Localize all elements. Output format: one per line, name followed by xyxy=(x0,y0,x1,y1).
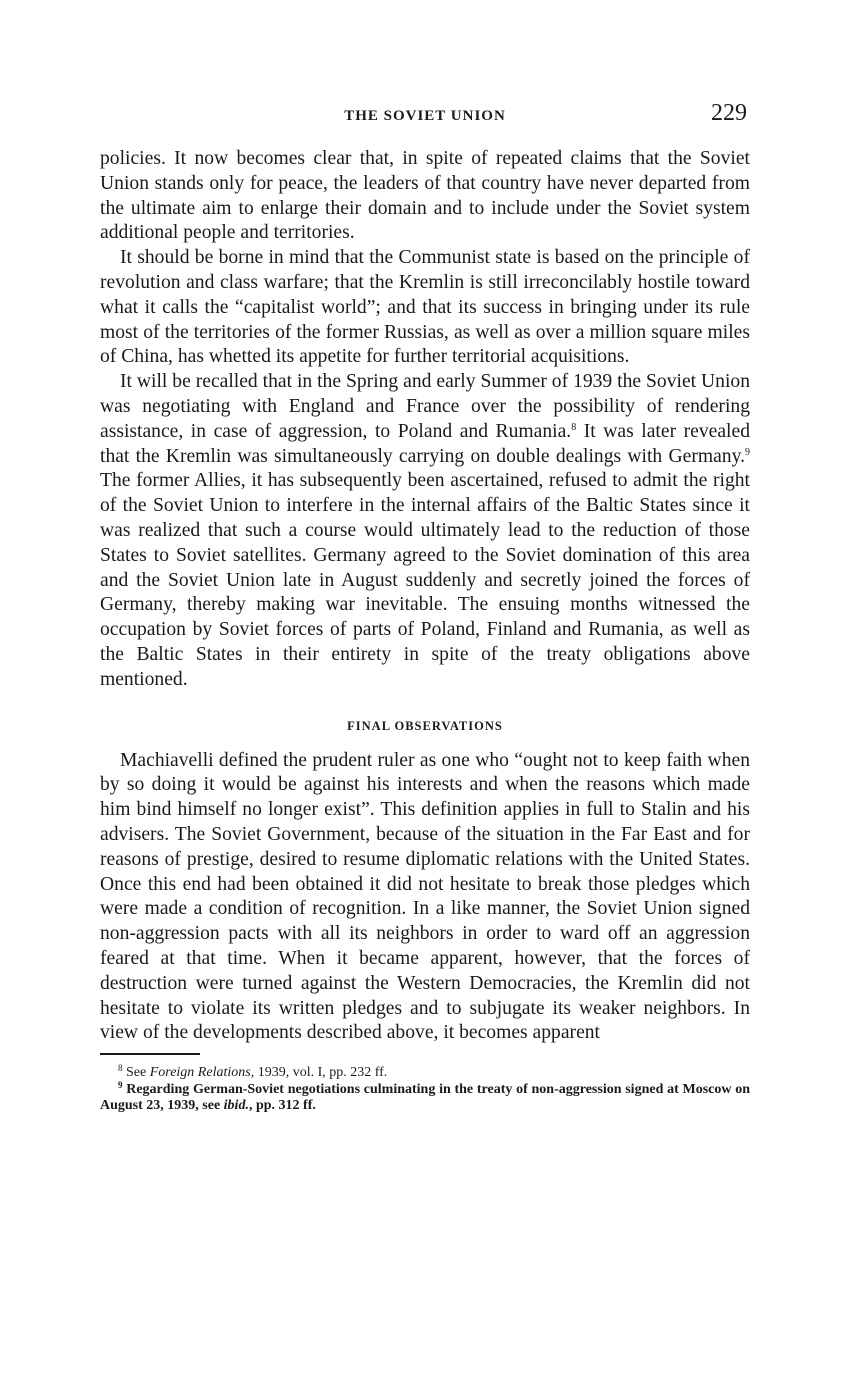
paragraph-text: It was later revealed that the Kremlin was simultaneously carrying on double dealings with Germany. xyxy=(100,420,750,467)
page-number: 229 xyxy=(711,100,747,126)
book-page xyxy=(100,100,750,1115)
footnote-9 xyxy=(100,1079,750,1115)
paragraph-machiavelli: Machiavelli defined the prudent ruler as one who “ought not to keep faith when by so doing it would be against his interests and when the reasons which made him bind himself no longer exist”. This definition applies in full to Stalin and his advisers. The Soviet Government, because of the situation in the Far East and for reasons of prestige, desired to resume diplomatic relations with the United States. Once this end had been obtained it did not hesitate to break those pledges which were made a condition of recognition. In a like manner, the Soviet Union signed non-aggression pacts with all its neighbors in order to ward off an aggression feared at that time. When it became apparent, however, that the forces of destruction were turned against the Western Democracies, the Kremlin did not hesitate to violate its written pledges and to subjugate its weaker neighbors. In view of the developments described above, it becomes apparent xyxy=(100,749,750,1044)
footnote-ref-9: 9 xyxy=(745,446,750,458)
body-text xyxy=(100,147,750,1046)
footnote-marker: 8 xyxy=(118,1063,123,1074)
paragraph-text: The former Allies, it has subsequently been ascertained, refused to admit the right of the Soviet Union to interfere in the internal affairs of the Baltic States since it was realized that such a course would ultimately lead to the reduction of those States to Soviet satellites. Germany agreed to the Soviet domination of this area and the Soviet Union late in August suddenly and secretly joined the forces of Germany, thereby making war inevitable. The ensuing months witnessed the occupation by Soviet forces of parts of Poland, Finland and Rumania, as well as the Baltic States in their entirety in spite of the treaty obligations above mentioned. xyxy=(100,470,750,690)
footnote-ref-8: 8 xyxy=(571,421,577,433)
footnotes xyxy=(100,1065,750,1115)
paragraph-continuation: policies. It now becomes clear that, in spite of repeated claims that the Soviet Union stands only for peace, the leaders of that country have never departed from the ultimate aim to enlarge their domain and to include under the Soviet system additional people and territories. xyxy=(100,148,750,244)
footnote-text: Regarding German-Soviet negotiations culminating in the treaty of non-aggression signed at Moscow on August 23, 1939, see xyxy=(100,1081,750,1114)
footnote-divider xyxy=(100,1053,200,1055)
footnote-text: See xyxy=(122,1065,150,1081)
footnote-marker: 9 xyxy=(118,1079,123,1090)
paragraph-1939-negotiations xyxy=(100,370,750,692)
section-heading: FINAL OBSERVATIONS xyxy=(347,718,503,733)
paragraph-text: It will be recalled that in the Spring and early Summer of 1939 the Soviet Union was negotiating with England and France over the possibility of rendering assistance, in case of aggression, to Poland and Rumania. xyxy=(100,371,750,442)
running-title: THE SOVIET UNION xyxy=(344,108,506,124)
paragraph-communist-state: It should be borne in mind that the Communist state is based on the principle of revolution and class warfare; that the Kremlin is still irreconcilably hostile toward what it calls the “capitalist world”; and that its success in bringing under its rule most of the territories of the former Russias, as well as over a million square miles of China, has whetted its appetite for further territorial acquisitions. xyxy=(100,247,750,368)
footnote-citation-title: ibid. xyxy=(223,1098,249,1114)
running-head xyxy=(100,100,750,134)
footnote-citation-title: Foreign Relations xyxy=(149,1065,251,1081)
footnote-text: , pp. 312 ff. xyxy=(248,1098,316,1114)
footnote-8 xyxy=(100,1065,750,1082)
footnote-text: , 1939, vol. I, pp. 232 ff. xyxy=(250,1065,388,1081)
